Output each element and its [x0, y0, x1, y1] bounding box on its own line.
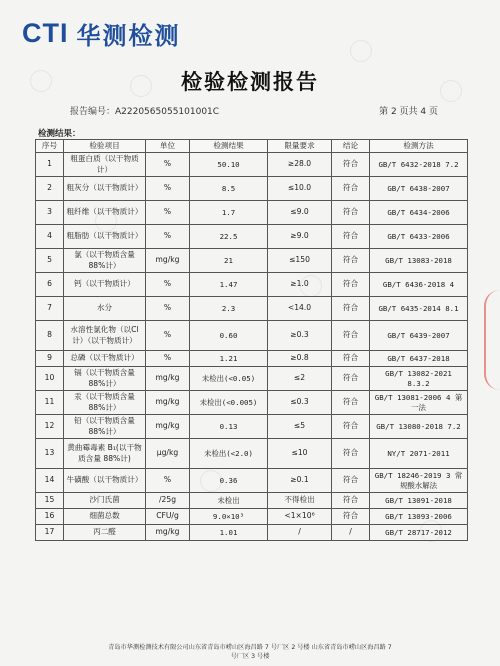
cell-limit: ≤10.0	[268, 177, 332, 201]
cell-limit: /	[268, 525, 332, 541]
cell-item: 黄曲霉毒素 B₁(以干物质含量 88%计)	[64, 439, 146, 469]
cell-method: GB/T 13082-2021 8.3.2	[370, 367, 468, 391]
cell-method: GB/T 13093-2006	[370, 509, 468, 525]
cell-limit: ≥9.0	[268, 225, 332, 249]
cell-method: GB/T 13080-2018 7.2	[370, 415, 468, 439]
cell-result: 1.7	[190, 201, 268, 225]
table-row	[36, 225, 468, 249]
table-row	[36, 201, 468, 225]
column-header: 检测结果	[190, 140, 268, 153]
section-label: 检测结果：	[38, 129, 81, 139]
cell-method: GB/T 6437-2018	[370, 351, 468, 367]
cell-limit: ≤0.3	[268, 391, 332, 415]
cell-unit: %	[146, 153, 190, 177]
cell-index: 13	[36, 439, 64, 469]
table-row	[36, 469, 468, 493]
cell-index: 16	[36, 509, 64, 525]
cell-result: 1.47	[190, 273, 268, 297]
cell-limit: ≥0.8	[268, 351, 332, 367]
cell-result: 0.13	[190, 415, 268, 439]
cell-unit: %	[146, 469, 190, 493]
company-logo	[22, 16, 181, 50]
cell-conclusion: 符合	[332, 509, 370, 525]
cell-result: 1.01	[190, 525, 268, 541]
table-row	[36, 321, 468, 351]
watermark-ring	[350, 40, 372, 62]
table-row	[36, 177, 468, 201]
cell-result: 1.21	[190, 351, 268, 367]
cell-conclusion: /	[332, 525, 370, 541]
cell-unit: mg/kg	[146, 249, 190, 273]
cell-index: 6	[36, 273, 64, 297]
cell-item: 铅（以干物质含量88%计）	[64, 415, 146, 439]
table-row	[36, 493, 468, 509]
cell-index: 12	[36, 415, 64, 439]
cell-conclusion: 符合	[332, 439, 370, 469]
cell-limit: <14.0	[268, 297, 332, 321]
table-header-row	[36, 140, 468, 153]
report-title: 检验检测报告	[181, 70, 319, 94]
cell-index: 4	[36, 225, 64, 249]
cell-method: GB/T 6438-2007	[370, 177, 468, 201]
cell-item: 水分	[64, 297, 146, 321]
cell-limit: ≥28.0	[268, 153, 332, 177]
cell-limit: ≤150	[268, 249, 332, 273]
column-header: 结论	[332, 140, 370, 153]
cell-index: 2	[36, 177, 64, 201]
cell-conclusion: 符合	[332, 469, 370, 493]
logo-brand: CTI	[22, 17, 69, 48]
cell-unit: %	[146, 297, 190, 321]
cell-index: 10	[36, 367, 64, 391]
cell-conclusion: 符合	[332, 177, 370, 201]
cell-method: GB/T 13083-2018	[370, 249, 468, 273]
cell-unit: mg/kg	[146, 415, 190, 439]
logo-name: 华测检测	[76, 21, 181, 50]
cell-unit: μg/kg	[146, 439, 190, 469]
cell-result: 未检出	[190, 493, 268, 509]
cell-method: GB/T 6432-2018 7.2	[370, 153, 468, 177]
cell-method: GB/T 6435-2014 8.1	[370, 297, 468, 321]
cell-unit: mg/kg	[146, 391, 190, 415]
cell-item: 粗蛋白质（以干物质计）	[64, 153, 146, 177]
cell-result: 0.36	[190, 469, 268, 493]
cell-index: 8	[36, 321, 64, 351]
results-table	[35, 139, 468, 541]
cell-item: 丙二醛	[64, 525, 146, 541]
cell-index: 11	[36, 391, 64, 415]
seal-stamp	[484, 290, 500, 390]
cell-limit: ≥0.3	[268, 321, 332, 351]
cell-item: 氯（以干物质含量88%计）	[64, 249, 146, 273]
cell-item: 汞（以干物质含量88%计）	[64, 391, 146, 415]
table-row	[36, 525, 468, 541]
table-row	[36, 297, 468, 321]
cell-limit: <1×10⁶	[268, 509, 332, 525]
table-row	[36, 415, 468, 439]
footer-address	[0, 644, 500, 662]
table-row	[36, 351, 468, 367]
column-header: 检验项目	[64, 140, 146, 153]
cell-index: 7	[36, 297, 64, 321]
cell-index: 14	[36, 469, 64, 493]
cell-limit: ≤2	[268, 367, 332, 391]
cell-method: GB/T 18246-2019 3 常规酸水解法	[370, 469, 468, 493]
cell-result: 9.0×10³	[190, 509, 268, 525]
cell-item: 细菌总数	[64, 509, 146, 525]
cell-item: 沙门氏菌	[64, 493, 146, 509]
cell-result: 未检出(<0.05)	[190, 367, 268, 391]
table-row	[36, 439, 468, 469]
cell-unit: %	[146, 177, 190, 201]
cell-method: GB/T 28717-2012	[370, 525, 468, 541]
cell-result: 8.5	[190, 177, 268, 201]
cell-index: 15	[36, 493, 64, 509]
cell-method: GB/T 6434-2006	[370, 201, 468, 225]
cell-method: GB/T 6439-2007	[370, 321, 468, 351]
cell-conclusion: 符合	[332, 493, 370, 509]
cell-item: 粗纤维（以干物质计）	[64, 201, 146, 225]
cell-conclusion: 符合	[332, 391, 370, 415]
cell-index: 17	[36, 525, 64, 541]
cell-unit: %	[146, 201, 190, 225]
cell-unit: CFU/g	[146, 509, 190, 525]
cell-conclusion: 符合	[332, 201, 370, 225]
cell-item: 牛磺酸（以干物质计）	[64, 469, 146, 493]
cell-result: 未检出(<2.0)	[190, 439, 268, 469]
cell-method: GB/T 13081-2006 4 第一法	[370, 391, 468, 415]
cell-conclusion: 符合	[332, 153, 370, 177]
cell-method: GB/T 6433-2006	[370, 225, 468, 249]
column-header: 序号	[36, 140, 64, 153]
cell-conclusion: 符合	[332, 367, 370, 391]
column-header: 单位	[146, 140, 190, 153]
cell-item: 粗灰分（以干物质计）	[64, 177, 146, 201]
cell-item: 粗脂肪（以干物质计）	[64, 225, 146, 249]
column-header: 限量要求	[268, 140, 332, 153]
footer-line: 青岛市华测检测技术有限公司山东省青岛市崂山区海昌路 7 号厂区 2 号楼 山东省青岛市崂山区海昌路 7	[108, 644, 392, 651]
cell-conclusion: 符合	[332, 273, 370, 297]
cell-limit: ≤5	[268, 415, 332, 439]
cell-result: 未检出(<0.005)	[190, 391, 268, 415]
table-row	[36, 249, 468, 273]
cell-index: 5	[36, 249, 64, 273]
table-body	[36, 153, 468, 541]
cell-limit: ≤9.0	[268, 201, 332, 225]
cell-unit: mg/kg	[146, 367, 190, 391]
cell-method: GB/T 6436-2018 4	[370, 273, 468, 297]
cell-limit: 不得检出	[268, 493, 332, 509]
report-number: 报告编号：A2220565055101001C	[70, 107, 220, 117]
table-row	[36, 273, 468, 297]
cell-result: 2.3	[190, 297, 268, 321]
cell-method: NY/T 2071-2011	[370, 439, 468, 469]
cell-result: 22.5	[190, 225, 268, 249]
cell-index: 3	[36, 201, 64, 225]
table-row	[36, 367, 468, 391]
cell-unit: %	[146, 321, 190, 351]
cell-result: 0.60	[190, 321, 268, 351]
cell-limit: ≥1.0	[268, 273, 332, 297]
cell-unit: %	[146, 351, 190, 367]
cell-conclusion: 符合	[332, 297, 370, 321]
cell-conclusion: 符合	[332, 415, 370, 439]
cell-conclusion: 符合	[332, 225, 370, 249]
cell-index: 9	[36, 351, 64, 367]
page-info: 第 2 页共 4 页	[379, 107, 438, 117]
cell-item: 水溶性氯化物（以Cl计）（以干物质计）	[64, 321, 146, 351]
cell-limit: ≤10	[268, 439, 332, 469]
cell-item: 镉（以干物质含量88%计）	[64, 367, 146, 391]
cell-unit: %	[146, 225, 190, 249]
cell-index: 1	[36, 153, 64, 177]
cell-item: 钙（以干物质计）	[64, 273, 146, 297]
cell-item: 总磷（以干物质计）	[64, 351, 146, 367]
table-row	[36, 153, 468, 177]
cell-result: 50.10	[190, 153, 268, 177]
cell-unit: %	[146, 273, 190, 297]
cell-limit: ≥0.1	[268, 469, 332, 493]
cell-result: 21	[190, 249, 268, 273]
cell-unit: /25g	[146, 493, 190, 509]
cell-unit: mg/kg	[146, 525, 190, 541]
column-header: 检测方法	[370, 140, 468, 153]
footer-line: 号厂区 3 号楼	[230, 652, 270, 660]
cell-conclusion: 符合	[332, 321, 370, 351]
table-row	[36, 391, 468, 415]
cell-conclusion: 符合	[332, 249, 370, 273]
table-row	[36, 509, 468, 525]
cell-conclusion: 符合	[332, 351, 370, 367]
cell-method: GB/T 13091-2018	[370, 493, 468, 509]
